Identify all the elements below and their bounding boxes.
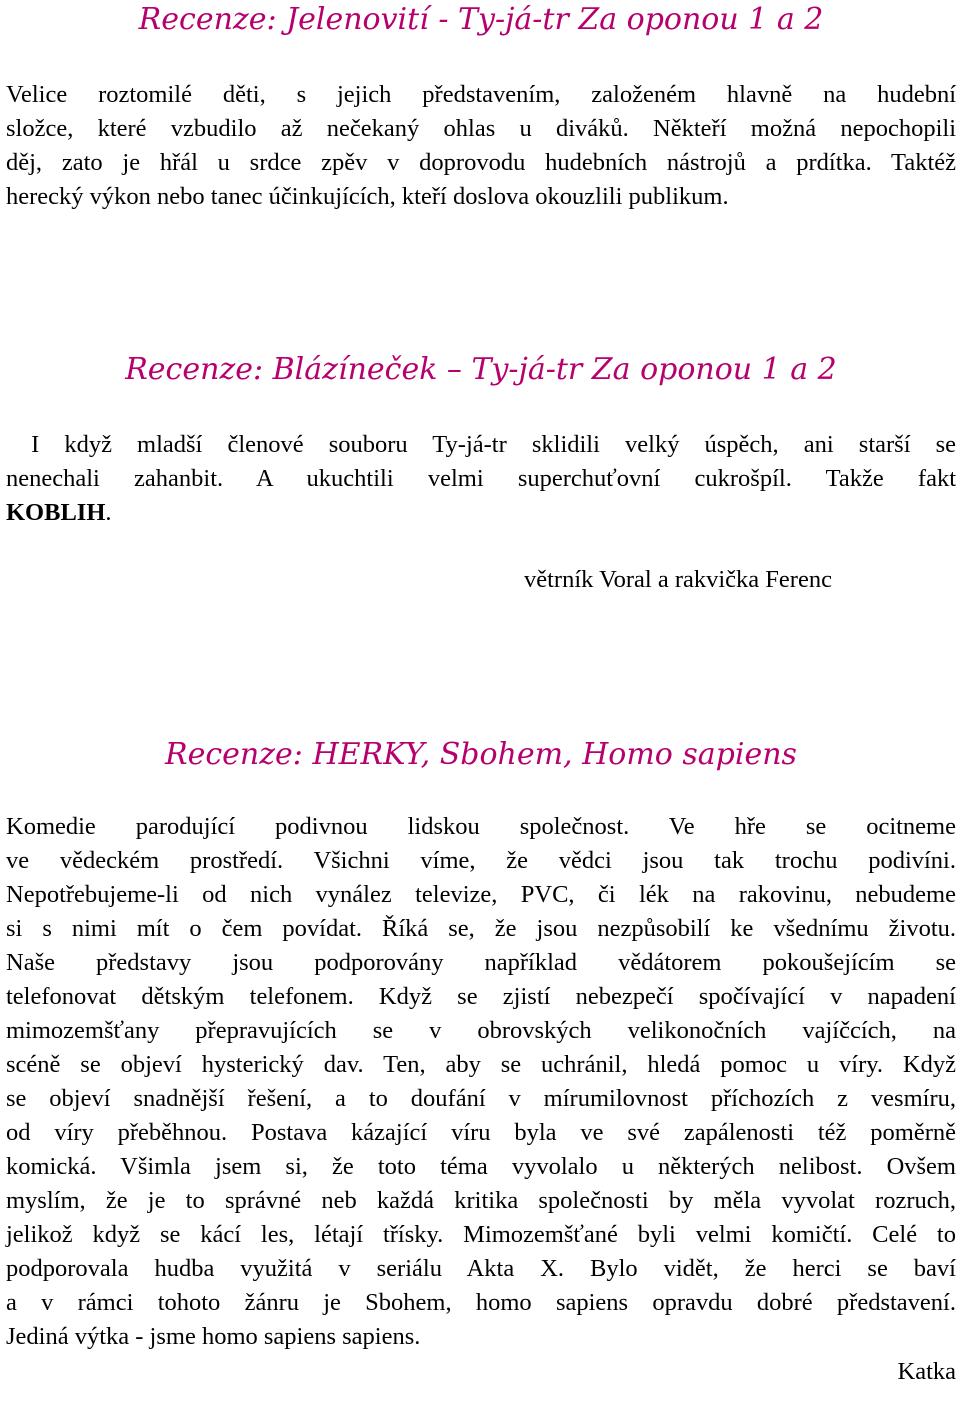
text-line: a v rámci tohoto žánru je Sbohem, homo sapiens opravdu dobré představení. [6,1289,956,1316]
text-line: Naše představy jsou podporovány například vědátorem pokoušejícím se [6,949,956,976]
text-line: I když mladší členové souboru Ty-já-tr sklidili velký úspěch, ani starší se [6,431,956,458]
review-blazinecek-text [6,428,956,530]
bold-word: KOBLIH [6,499,106,526]
text-line: od víry přeběhnou. Postava kázající víru byla ve své zapálenosti též poměrně [6,1119,956,1146]
text-line: si s nimi mít o čem povídat. Říká se, že jsou nezpůsobilí ke všednímu životu. [6,915,956,942]
text-line: herecký výkon nebo tanec účinkujících, kteří doslova okouzlili publikum. [6,183,729,210]
text-line: Velice roztomilé děti, s jejich představením, založeném hlavně na hudební [6,81,956,108]
punctuation: . [105,499,112,526]
review-blazinecek-title: Recenze: Blázíneček – Ty-já-tr Za oponou 1 a 2 [125,352,837,387]
text-line: mimozemšťany přepravujících se v obrovských velikonočních vajíčcích, na [6,1017,956,1044]
text-line: Jediná výtka - jsme homo sapiens sapiens. [6,1323,421,1350]
text-line: podporovala hudba využitá v seriálu Akta X. Bylo vidět, že herci se baví [6,1255,956,1282]
text-line: Nepotřebujeme-li od nich vynález televize, PVC, či lék na rakovinu, nebudeme [6,881,956,908]
document-page [6,0,956,1408]
text-line: myslím, že je to správné neb každá kritika společnosti by měla vyvolat rozruch, [6,1187,956,1214]
text-line [6,496,956,530]
review-jelenoviti-title: Recenze: Jelenovití - Ty-já-tr Za oponou 1 a 2 [138,2,824,37]
review-herky-title: Recenze: HERKY, Sbohem, Homo sapiens [165,737,797,772]
review-blazinecek-signature: větrník Voral a rakvička Ferenc [524,566,832,593]
text-line: děj, zato je hřál u srdce zpěv v doprovodu hudebních nástrojů a prdítka. Taktéž [6,149,956,176]
text-line: Komedie parodující podivnou lidskou společnost. Ve hře se ocitneme [6,813,956,840]
text-line: se objeví snadnější řešení, a to doufání v mírumilovnost příchozích z vesmíru, [6,1085,956,1112]
review-herky-signature: Katka [897,1358,956,1385]
text-line: složce, které vzbudilo až nečekaný ohlas u diváků. Někteří možná nepochopili [6,115,956,142]
text-line: nenechali zahanbit. A ukuchtili velmi superchuťovní cukrošpíl. Takže fakt [6,465,956,492]
text-line: ve vědeckém prostředí. Všichni víme, že vědci jsou tak trochu podivíni. [6,847,956,874]
text-line: scéně se objeví hysterický dav. Ten, aby se uchránil, hledá pomoc u víry. Když [6,1051,956,1078]
text-line: jelikož když se kácí les, létají třísky. Mimozemšťané byli velmi komičtí. Celé to [6,1221,956,1248]
review-jelenoviti-text [6,78,956,214]
text-line: telefonovat dětským telefonem. Když se zjistí nebezpečí spočívající v napadení [6,983,956,1010]
text-line: komická. Všimla jsem si, že toto téma vyvolalo u některých nelibost. Ovšem [6,1153,956,1180]
review-herky-text [6,810,956,1354]
